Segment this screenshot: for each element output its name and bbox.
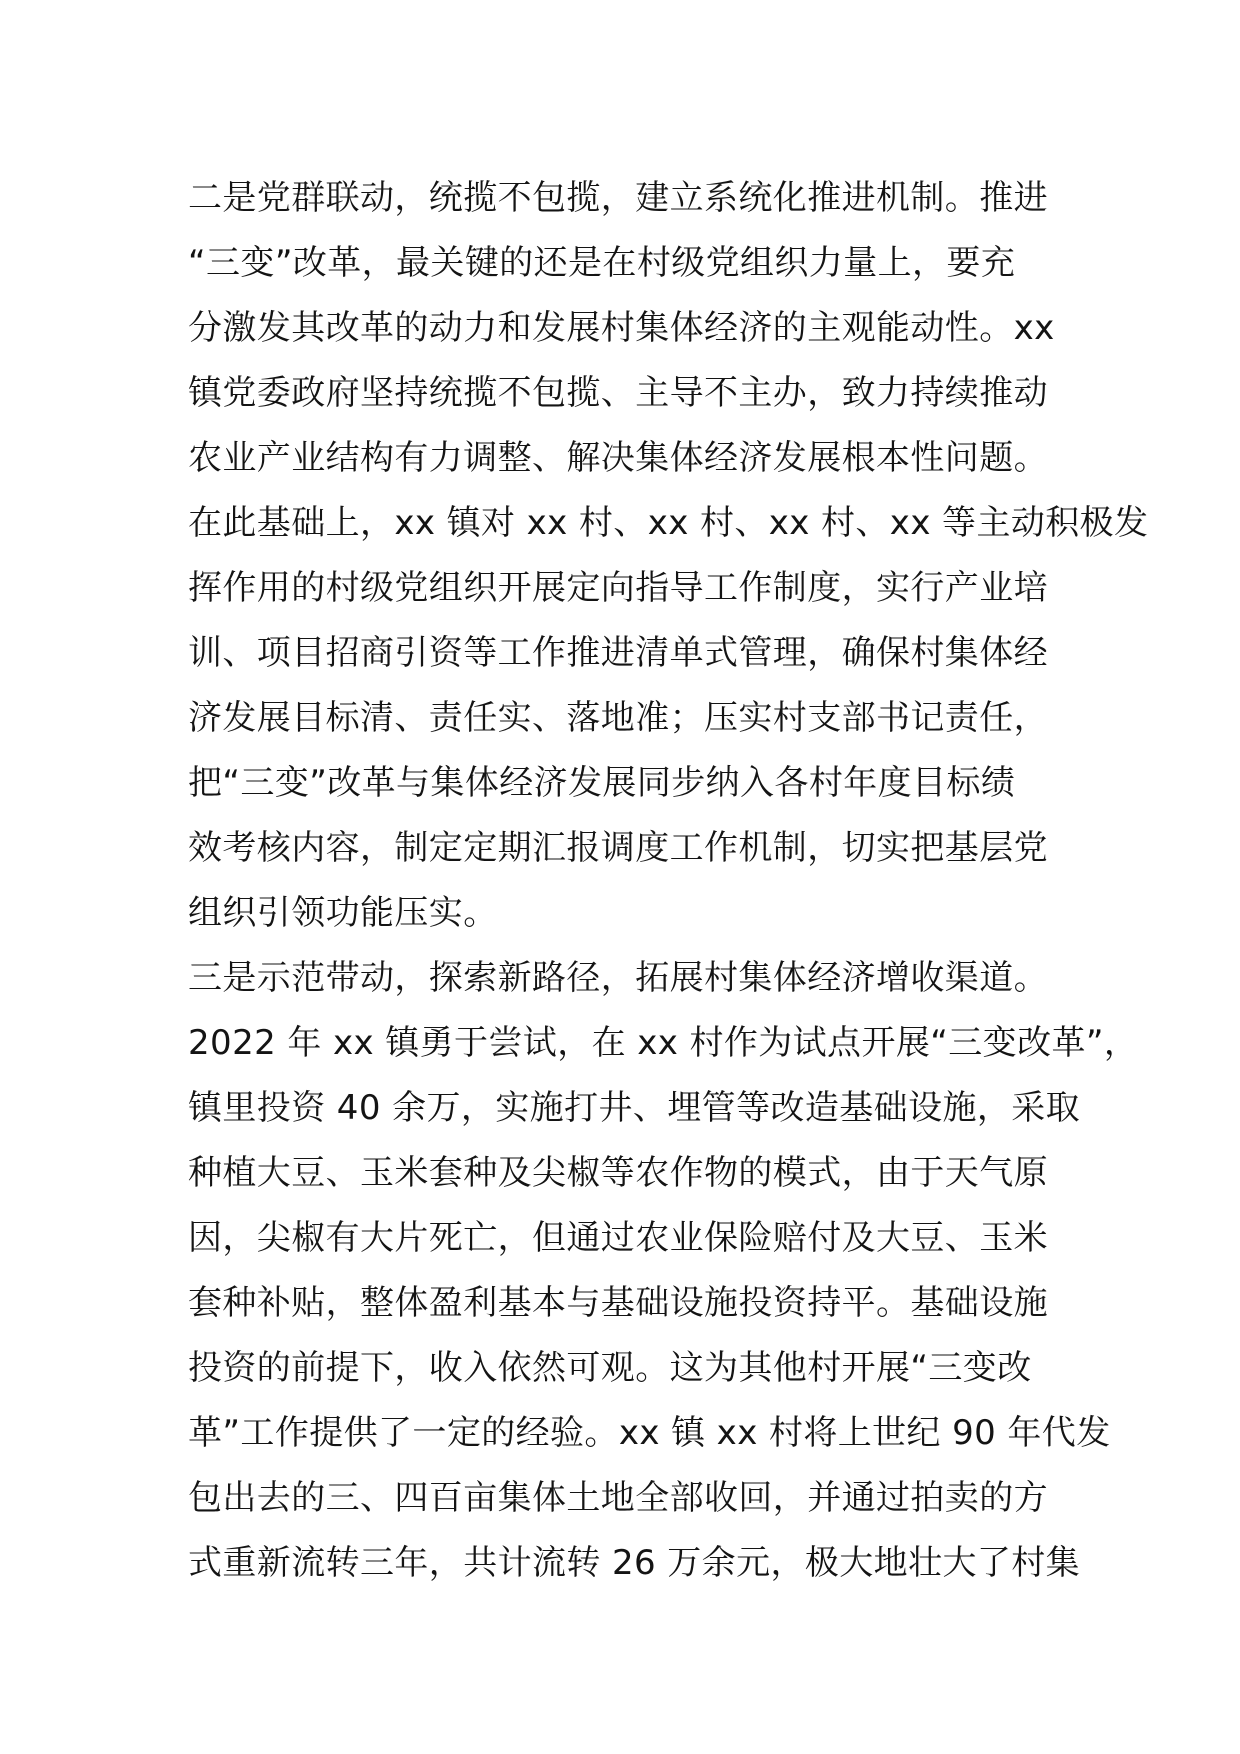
- text-line: 效考核内容，制定定期汇报调度工作机制，切实把基层党: [188, 828, 1048, 868]
- text-line: 把“三变”改革与集体经济发展同步纳入各村年度目标绩: [188, 763, 1016, 803]
- text-line: 挥作用的村级党组织开展定向指导工作制度，实行产业培: [188, 568, 1048, 608]
- text-line: 三是示范带动，探索新路径，拓展村集体经济增收渠道。: [188, 958, 1048, 998]
- text-line: “三变”改革，最关键的还是在村级党组织力量上，要充: [188, 243, 1016, 283]
- text-line: 2022 年 xx 镇勇于尝试，在 xx 村作为试点开展“三变改革”，: [188, 1023, 1139, 1063]
- text-line: 镇党委政府坚持统揽不包揽、主导不主办，致力持续推动: [188, 373, 1048, 413]
- text-line: 投资的前提下，收入依然可观。这为其他村开展“三变改: [188, 1348, 1032, 1388]
- text-line: 种植大豆、玉米套种及尖椒等农作物的模式，由于天气原: [188, 1153, 1048, 1193]
- text-line: 因，尖椒有大片死亡，但通过农业保险赔付及大豆、玉米: [188, 1218, 1048, 1258]
- text-line: 包出去的三、四百亩集体土地全部收回，并通过拍卖的方: [188, 1478, 1048, 1518]
- text-line: 训、项目招商引资等工作推进清单式管理，确保村集体经: [188, 633, 1048, 673]
- text-line: 分激发其改革的动力和发展村集体经济的主观能动性。xx: [188, 308, 1055, 348]
- text-line: 济发展目标清、责任实、落地准；压实村支部书记责任，: [188, 698, 1048, 738]
- text-line: 在此基础上，xx 镇对 xx 村、xx 村、xx 村、xx 等主动积极发: [188, 503, 1149, 543]
- body-text: [188, 166, 1149, 1596]
- text-line: 镇里投资 40 余万，实施打井、埋管等改造基础设施，采取: [188, 1088, 1081, 1128]
- text-line: 套种补贴，整体盈利基本与基础设施投资持平。基础设施: [188, 1283, 1048, 1323]
- text-line: 革”工作提供了一定的经验。xx 镇 xx 村将上世纪 90 年代发: [188, 1413, 1111, 1453]
- text-line: 组织引领功能压实。: [188, 893, 498, 933]
- text-line: 二是党群联动，统揽不包揽，建立系统化推进机制。推进: [188, 178, 1048, 218]
- text-line: 农业产业结构有力调整、解决集体经济发展根本性问题。: [188, 438, 1048, 478]
- text-line: 式重新流转三年，共计流转 26 万余元，极大地壮大了村集: [188, 1543, 1081, 1583]
